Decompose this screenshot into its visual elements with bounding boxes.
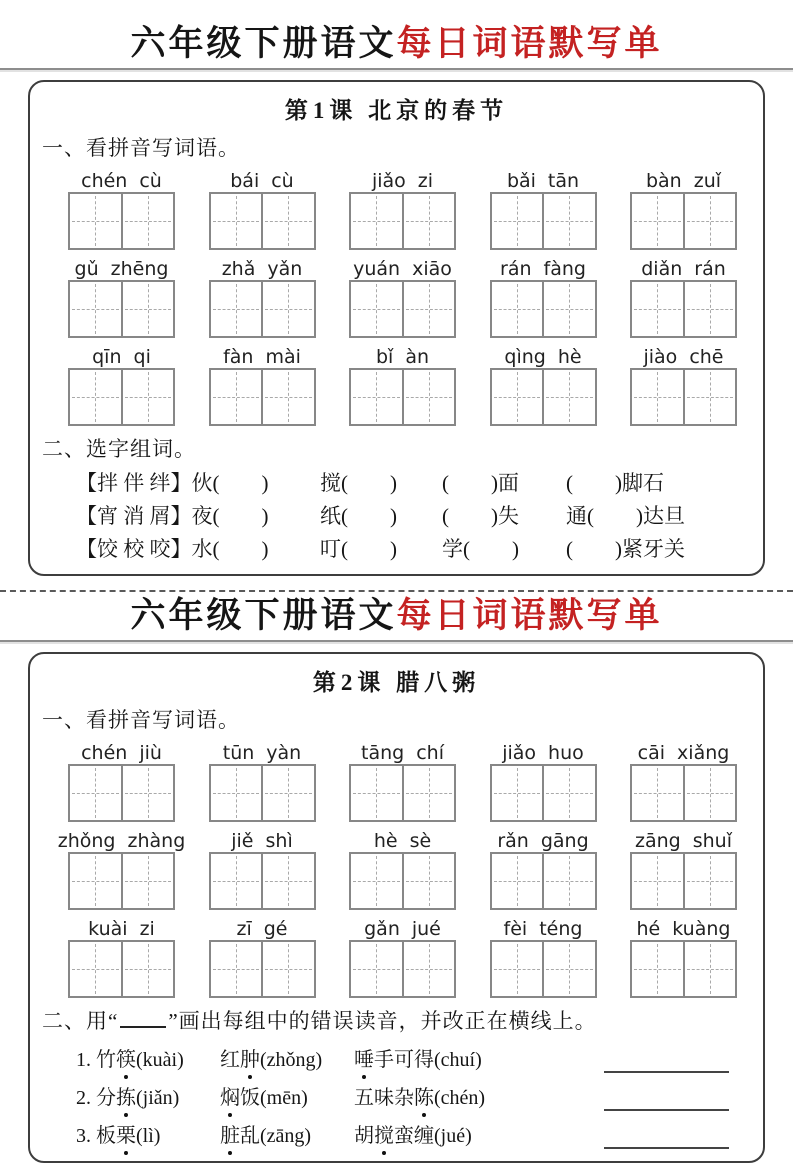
writing-cell[interactable] [632,766,683,820]
title-red-part: 每日词语默写单 [396,24,663,63]
word-group [209,166,316,250]
word-group [68,254,175,338]
pinyin-syllable: bàn [645,170,682,193]
writing-cell[interactable] [121,854,174,908]
pinyin-syllable: àn [405,346,430,369]
title-underline-rule [0,640,793,644]
pinyin-label [490,254,597,280]
choose-word-item: ( )紧牙关 [566,537,685,562]
character-writing-box[interactable] [630,852,737,910]
character-writing-box[interactable] [68,764,175,822]
lesson1-panel [28,80,765,576]
word-group [209,342,316,426]
title-grade-part: 六年级下册语文 [130,596,397,636]
choose-word-item: ( )失 [442,504,519,529]
writing-cell[interactable] [211,942,262,996]
choose-word-item: 通( )达旦 [566,504,685,529]
emphasis-dotted-char: 陈 [414,1087,434,1110]
pinyin-label [490,166,597,192]
sheet1-main-title [0,0,793,63]
pinyin-label [349,826,456,852]
title-grade-part: 六年级下册语文 [130,24,397,63]
character-writing-box[interactable] [349,852,456,910]
pinyin-label [209,914,316,940]
pinyin-label [209,166,316,192]
writing-cell[interactable] [261,766,314,820]
writing-cell[interactable] [70,766,121,820]
writing-cell[interactable] [402,942,455,996]
sheet-lesson-2 [0,592,793,1163]
character-writing-box[interactable] [349,764,456,822]
pinyin-syllable: chén [81,742,128,765]
writing-cell[interactable] [683,942,736,996]
writing-cell[interactable] [402,194,455,248]
lesson1-choose-word-table [76,471,753,562]
writing-cell[interactable] [542,194,595,248]
writing-cell[interactable] [492,942,543,996]
writing-cell[interactable] [542,854,595,908]
character-writing-box[interactable] [349,940,456,998]
pinyin-syllable: cāi [637,742,666,765]
writing-cell[interactable] [632,854,683,908]
writing-cell[interactable] [351,370,402,424]
pinyin-label [630,914,737,940]
pinyin-label [68,166,175,192]
word-with-dotted-char: 3. 板栗(lì) [76,1125,161,1148]
pinyin-syllable: tān [547,170,580,193]
pinyin-syllable: gāng [540,830,589,853]
writing-cell[interactable] [70,194,121,248]
choose-word-item: ( )面 [442,471,519,496]
writing-cell[interactable] [121,194,174,248]
character-writing-box[interactable] [209,368,316,426]
pinyin-syllable: jué [411,918,441,941]
pinyin-syllable: jiě [231,830,254,853]
pinyin-syllable: gǔ [74,258,99,281]
pinyin-word-row [40,166,753,250]
pinyin-syllable: yàn [266,742,302,765]
word-group [349,826,456,910]
writing-cell[interactable] [121,942,174,996]
pinyin-label [209,342,316,368]
word-group [68,738,175,822]
pinyin-word-row [40,738,753,822]
pinyin-label [349,254,456,280]
character-writing-box[interactable] [490,852,597,910]
word-group [630,166,737,250]
character-writing-box[interactable] [349,192,456,250]
writing-cell[interactable] [261,942,314,996]
exercise2-heading-pre: 二、用“ [42,1009,119,1034]
writing-cell[interactable] [211,766,262,820]
pinyin-label [490,342,597,368]
writing-cell[interactable] [683,370,736,424]
word-group [57,826,186,910]
pinyin-syllable: mài [265,346,301,369]
writing-cell[interactable] [683,766,736,820]
character-writing-box[interactable] [209,280,316,338]
lesson2-panel [28,652,765,1163]
writing-cell[interactable] [70,854,121,908]
word-with-dotted-char: 胡搅蛮缠(jué) [354,1125,472,1148]
character-writing-box[interactable] [630,764,737,822]
emphasis-dotted-char: 搅 [374,1125,394,1148]
writing-cell[interactable] [261,282,314,336]
writing-cell[interactable] [70,370,121,424]
character-writing-box[interactable] [349,280,456,338]
pinyin-syllable: tāng [361,742,405,765]
pinyin-syllable: zi [417,170,434,193]
writing-cell[interactable] [402,370,455,424]
pinyin-label [349,738,456,764]
pinyin-syllable: qīn [92,346,122,369]
pinyin-label [68,914,175,940]
pinyin-syllable: shì [265,830,293,853]
lesson1-exercise2-heading: 二、选字组词。 [42,437,196,462]
writing-cell[interactable] [632,942,683,996]
correction-blank-line[interactable] [604,1050,729,1073]
pinyin-label [68,342,175,368]
emphasis-dotted-char: 筷 [116,1049,136,1072]
writing-cell[interactable] [211,194,262,248]
pinyin-syllable: xiǎng [677,742,730,765]
pinyin-syllable: zhēng [110,258,169,281]
pinyin-syllable: bái [230,170,260,193]
lesson2-correction-table [76,1047,753,1149]
emphasis-dotted-char: 拣 [116,1087,136,1110]
word-with-dotted-char: 1. 竹筷(kuài) [76,1049,184,1072]
pinyin-syllable: zhǎ [221,258,256,281]
pinyin-syllable: qìng [504,346,546,369]
pinyin-syllable: jiǎo [502,742,537,765]
choose-word-item: 搅( ) [320,471,397,496]
word-group [209,914,316,998]
pinyin-syllable: téng [539,918,583,941]
pinyin-label [68,738,175,764]
word-with-dotted-char: 脏乱(zāng) [220,1125,312,1148]
lesson2-exercise2-heading [42,1005,753,1035]
writing-cell[interactable] [542,282,595,336]
emphasis-dotted-char: 唾 [354,1049,374,1072]
exercise2-heading-post: ”画出每组中的错误读音，并改正在横线上。 [168,1009,597,1034]
character-writing-box[interactable] [209,764,316,822]
word-group [490,914,597,998]
writing-cell[interactable] [492,194,543,248]
choose-word-item: 【拌 伴 绊】伙( ) [76,471,269,496]
word-group [209,826,316,910]
writing-cell[interactable] [683,194,736,248]
word-group [209,254,316,338]
pinyin-label [630,826,737,852]
choose-word-item: 叮( ) [320,537,397,562]
pinyin-syllable: huo [548,742,584,765]
character-writing-box[interactable] [630,940,737,998]
word-group [68,342,175,426]
word-group [630,914,737,998]
writing-cell[interactable] [121,370,174,424]
pinyin-syllable: cù [271,170,294,193]
character-writing-box[interactable] [630,368,737,426]
writing-cell[interactable] [492,766,543,820]
pinyin-syllable: zāng [635,830,681,853]
pinyin-syllable: hè [557,346,582,369]
pinyin-syllable: gé [263,918,288,941]
writing-cell[interactable] [492,282,543,336]
word-group [68,914,175,998]
emphasis-dotted-char: 焖 [220,1087,240,1110]
word-group [490,254,597,338]
character-writing-box[interactable] [209,852,316,910]
emphasis-dotted-char: 栗 [116,1125,136,1148]
character-writing-box[interactable] [68,368,175,426]
pinyin-syllable: shuǐ [692,830,732,853]
writing-cell[interactable] [351,766,402,820]
pinyin-syllable: rán [500,258,532,281]
pinyin-word-row [40,914,753,998]
word-group [630,826,737,910]
writing-cell[interactable] [261,854,314,908]
word-group [349,914,456,998]
character-writing-box[interactable] [490,764,597,822]
pinyin-syllable: yuán [353,258,401,281]
writing-cell[interactable] [402,766,455,820]
pinyin-label [490,826,597,852]
writing-cell[interactable] [211,282,262,336]
pinyin-syllable: kuàng [672,918,731,941]
writing-cell[interactable] [542,370,595,424]
pinyin-word-row [40,254,753,338]
writing-cell[interactable] [121,766,174,820]
pinyin-syllable: gǎn [364,918,400,941]
pinyin-syllable: cù [139,170,162,193]
pinyin-label [209,826,316,852]
pinyin-syllable: sè [409,830,432,853]
pinyin-syllable: tūn [222,742,255,765]
emphasis-dotted-char: 肿 [240,1049,260,1072]
pinyin-label [349,914,456,940]
pinyin-syllable: jiù [139,742,162,765]
title-red-part: 每日词语默写单 [396,596,663,636]
word-with-dotted-char: 2. 分拣(jiǎn) [76,1087,180,1110]
pinyin-syllable: kuài [88,918,128,941]
writing-cell[interactable] [351,194,402,248]
pinyin-syllable: bǐ [375,346,394,369]
lesson2-pinyin-grid [40,738,753,998]
pinyin-syllable: fèi [503,918,528,941]
character-writing-box[interactable] [630,192,737,250]
word-with-dotted-char: 焖饭(mēn) [220,1087,308,1110]
pinyin-syllable: diǎn [641,258,683,281]
word-group [349,342,456,426]
choose-word-item: 纸( ) [320,504,397,529]
character-writing-box[interactable] [349,368,456,426]
character-writing-box[interactable] [490,368,597,426]
choose-word-item: ( )脚石 [566,471,664,496]
lesson1-title: 第1课 北京的春节 [284,98,509,124]
word-group [209,738,316,822]
pinyin-label [349,166,456,192]
inline-underline-blank [120,1007,166,1028]
writing-cell[interactable] [261,194,314,248]
pinyin-label [630,166,737,192]
pinyin-label [209,738,316,764]
pinyin-syllable: zī [236,918,252,941]
correction-blank-line[interactable] [604,1126,729,1149]
pinyin-label [630,738,737,764]
character-writing-box[interactable] [68,280,175,338]
pinyin-syllable: bǎi [506,170,536,193]
choose-word-item: 【饺 校 咬】水( ) [76,537,269,562]
pinyin-label [209,254,316,280]
character-writing-box[interactable] [68,852,175,910]
lesson1-exercise1-heading: 一、看拼音写词语。 [42,136,240,161]
pinyin-syllable: chē [689,346,724,369]
writing-cell[interactable] [683,854,736,908]
word-group [630,254,737,338]
word-group [630,342,737,426]
writing-cell[interactable] [632,194,683,248]
correction-blank-line[interactable] [604,1088,729,1111]
pinyin-syllable: rán [694,258,726,281]
character-writing-box[interactable] [490,192,597,250]
pinyin-syllable: rǎn [497,830,529,853]
word-group [490,738,597,822]
word-group [349,738,456,822]
pinyin-syllable: zhǒng [57,830,116,853]
pinyin-syllable: chén [81,170,128,193]
pinyin-syllable: fàng [543,258,586,281]
emphasis-dotted-char: 脏 [220,1125,240,1148]
writing-cell[interactable] [211,854,262,908]
character-writing-box[interactable] [68,192,175,250]
writing-cell[interactable] [351,854,402,908]
character-writing-box[interactable] [209,192,316,250]
lesson2-exercise1-heading: 一、看拼音写词语。 [42,708,240,733]
lesson1-pinyin-grid [40,166,753,426]
word-group [630,738,737,822]
word-group [68,166,175,250]
sheet2-main-title [0,592,793,635]
writing-cell[interactable] [121,282,174,336]
character-writing-box[interactable] [490,940,597,998]
lesson2-title: 第2课 腊八粥 [312,670,481,696]
word-with-dotted-char: 五味杂陈(chén) [354,1087,486,1110]
pinyin-label [490,914,597,940]
writing-cell[interactable] [402,282,455,336]
pinyin-syllable: zuǐ [693,170,722,193]
word-group [349,254,456,338]
writing-cell[interactable] [542,766,595,820]
writing-cell[interactable] [211,370,262,424]
word-with-dotted-char: 唾手可得(chuí) [354,1049,482,1072]
character-writing-box[interactable] [68,940,175,998]
writing-cell[interactable] [402,854,455,908]
choose-word-item: 学( ) [442,537,519,562]
pinyin-syllable: jiǎo [371,170,406,193]
character-writing-box[interactable] [630,280,737,338]
writing-cell[interactable] [70,282,121,336]
word-group [490,826,597,910]
pinyin-label [630,342,737,368]
writing-cell[interactable] [351,282,402,336]
title-underline-rule [0,68,793,72]
pinyin-syllable: hé [636,918,661,941]
character-writing-box[interactable] [490,280,597,338]
pinyin-label [349,342,456,368]
pinyin-word-row [40,826,753,910]
writing-cell[interactable] [632,282,683,336]
pinyin-syllable: zi [139,918,155,941]
word-group [349,166,456,250]
writing-cell[interactable] [542,942,595,996]
pinyin-word-row [40,342,753,426]
word-group [490,342,597,426]
word-with-dotted-char: 红肿(zhǒng) [220,1049,323,1072]
pinyin-syllable: yǎn [267,258,303,281]
writing-cell[interactable] [492,370,543,424]
choose-word-item: 【宵 消 屑】夜( ) [76,504,269,529]
word-group [490,166,597,250]
pinyin-syllable: xiāo [412,258,452,281]
pinyin-syllable: zhàng [127,830,186,853]
writing-cell[interactable] [632,370,683,424]
writing-cell[interactable] [683,282,736,336]
writing-cell[interactable] [351,942,402,996]
writing-cell[interactable] [261,370,314,424]
pinyin-label [490,738,597,764]
pinyin-syllable: jiào [643,346,678,369]
pinyin-syllable: hè [373,830,398,853]
pinyin-label [68,254,175,280]
writing-cell[interactable] [492,854,543,908]
pinyin-syllable: chí [416,742,444,765]
character-writing-box[interactable] [209,940,316,998]
pinyin-syllable: fàn [223,346,254,369]
pinyin-syllable: qi [133,346,151,369]
pinyin-label [57,826,186,853]
writing-cell[interactable] [70,942,121,996]
pinyin-label [630,254,737,280]
sheet-lesson-1 [0,0,793,576]
